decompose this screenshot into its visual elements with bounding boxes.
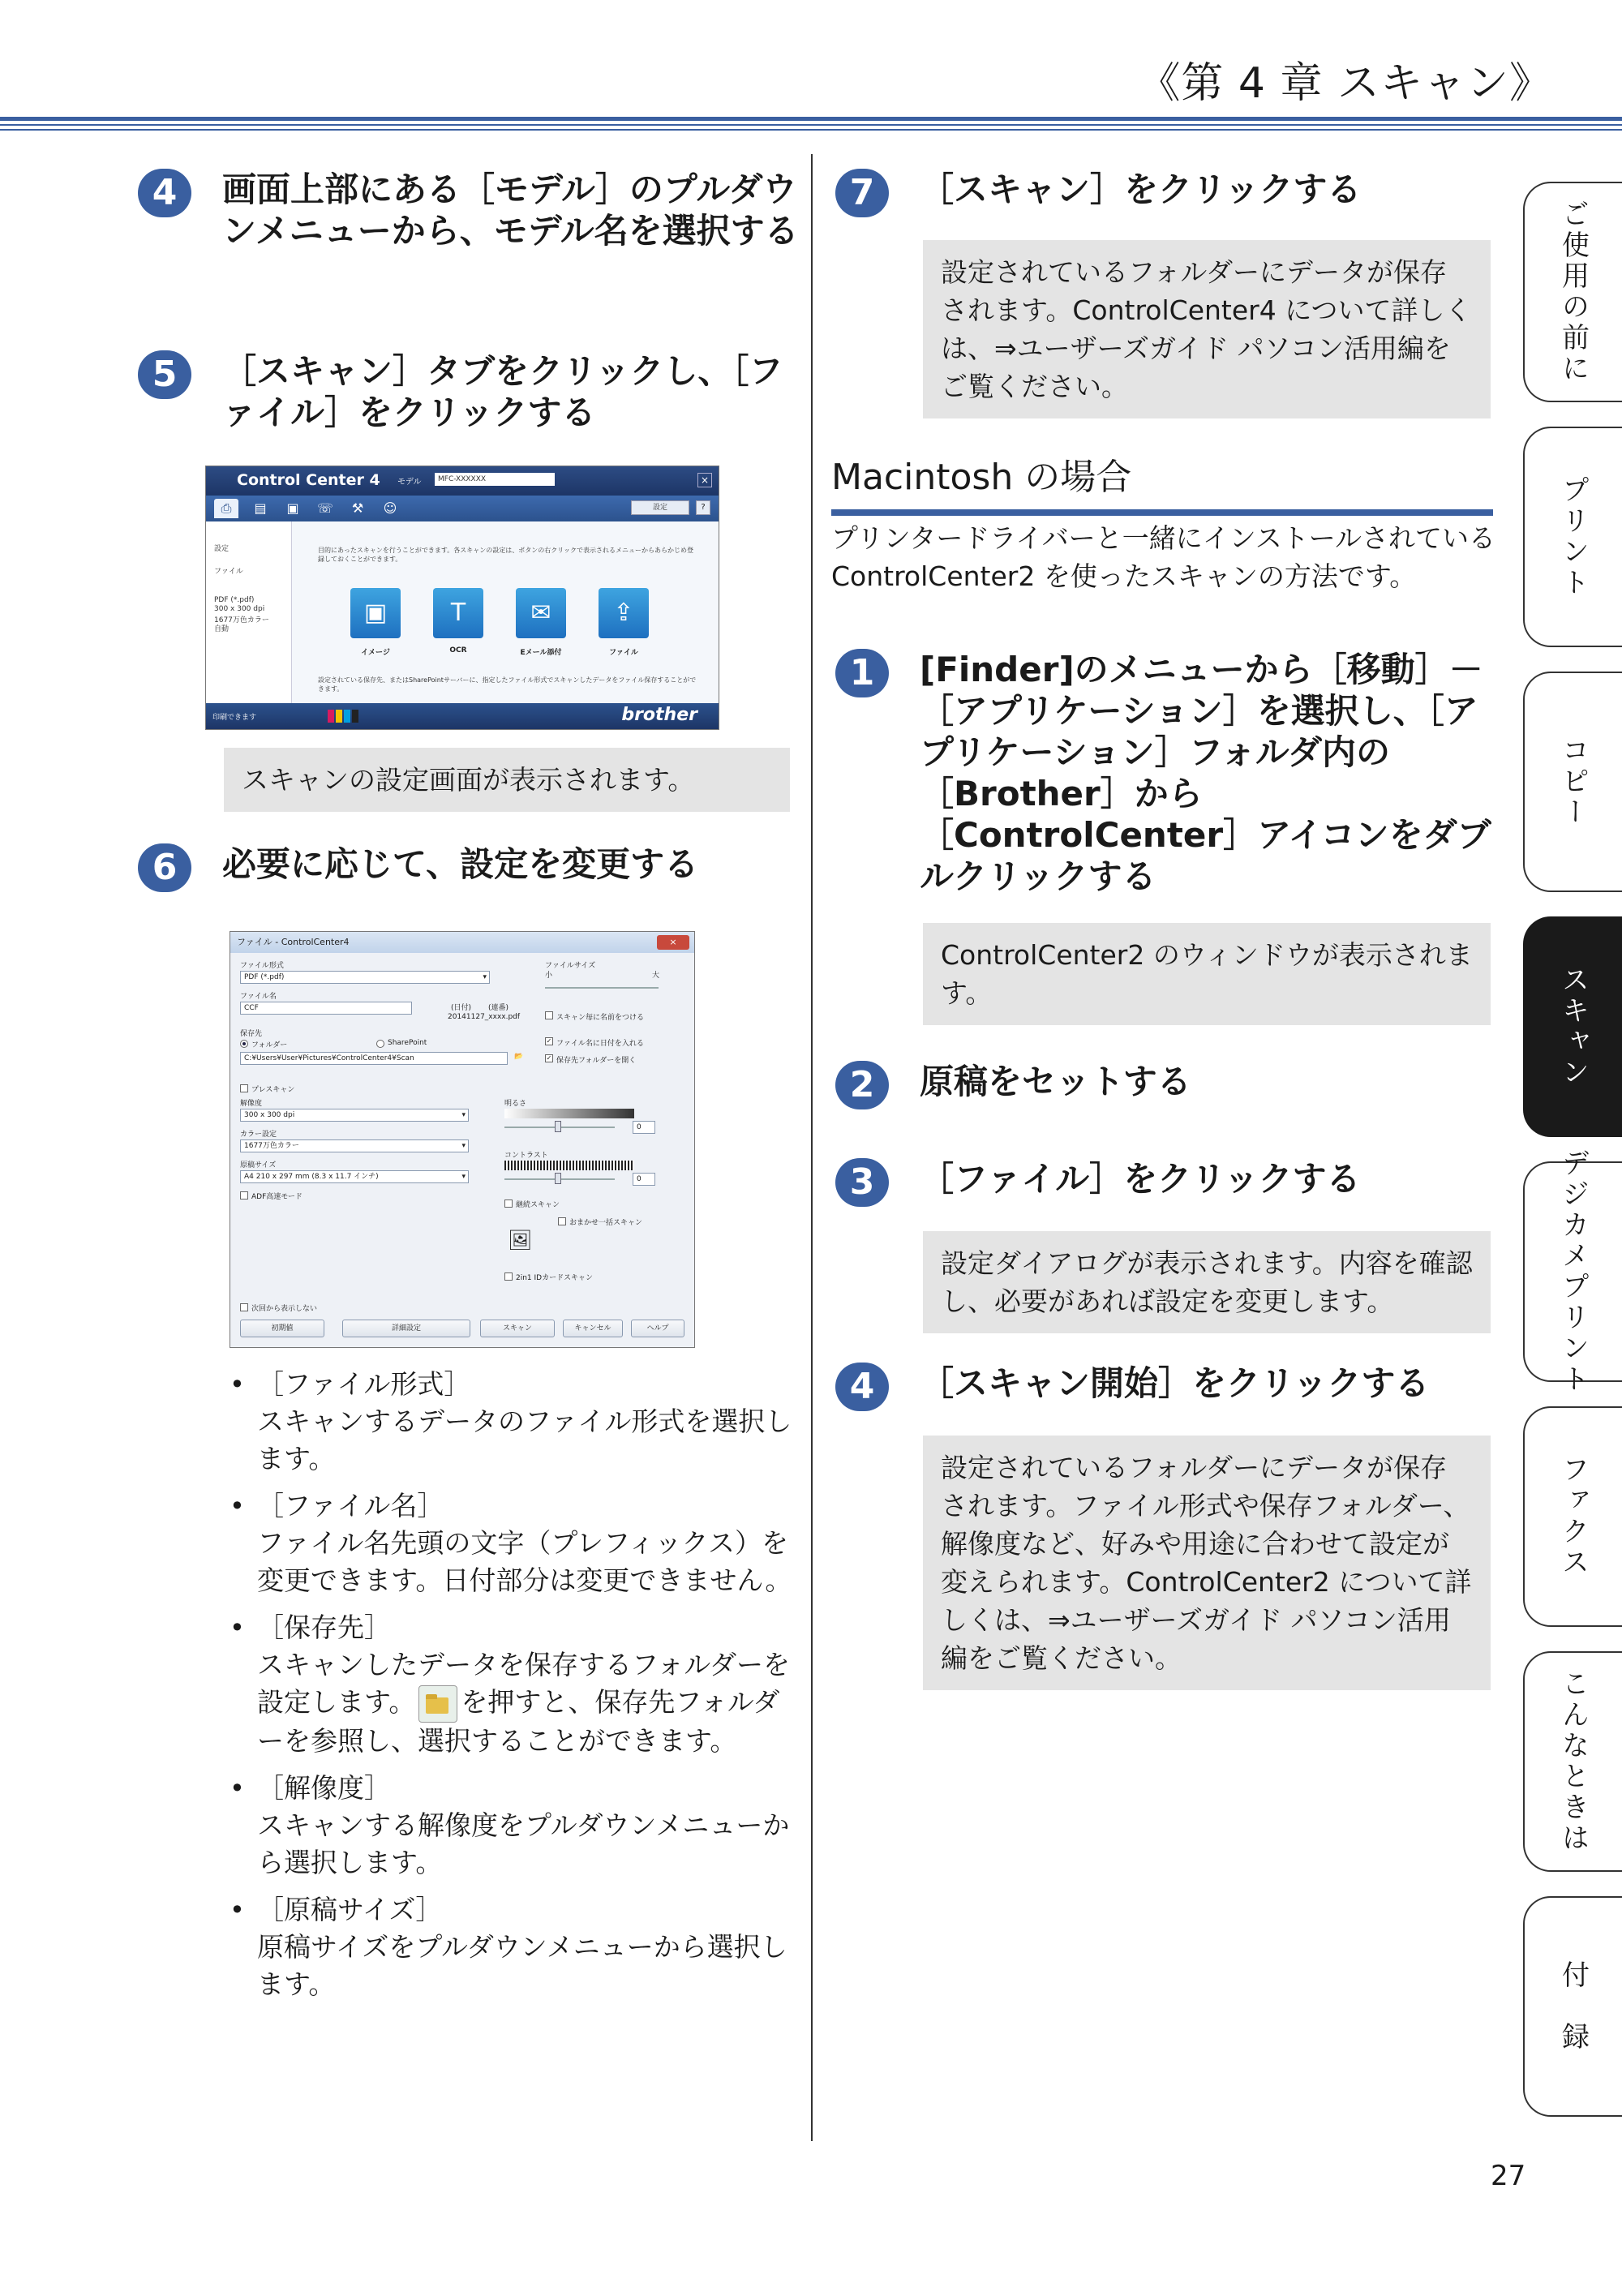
mac-step-4	[835, 1363, 1508, 1411]
folder-radio-label: フォルダー	[251, 1041, 288, 1049]
sharepoint-radio-label: SharePoint	[388, 1039, 427, 1047]
bullet-dot: •	[230, 1894, 245, 1925]
side-tab-fax[interactable]	[1523, 1406, 1622, 1627]
continuous-scan-checkbox[interactable]	[504, 1199, 513, 1208]
bullet-body: ファイル名先頭の文字（プレフィックス）を変更できます。日付部分は変更できません。	[257, 1527, 792, 1596]
step-text: ［ファイル］をクリックする	[920, 1159, 1361, 1199]
controlcenter4-screenshot	[205, 466, 719, 730]
email-scan-button[interactable]: ✉	[516, 588, 566, 638]
macintosh-section-title: Macintosh の場合	[831, 457, 1132, 498]
side-tab-scan[interactable]	[1523, 916, 1622, 1137]
close-icon[interactable]: ×	[657, 935, 689, 950]
section-rule	[831, 509, 1493, 516]
step-number-badge: 7	[835, 169, 889, 217]
destination-label: 保存先	[240, 1030, 263, 1038]
destination-path-input[interactable]: C:¥Users¥User¥Pictures¥ControlCenter4¥Scan	[240, 1052, 508, 1065]
side-tab-label: デジカメプリント	[1556, 1148, 1590, 1395]
continuous-scan-label: 継続スキャン	[516, 1201, 560, 1209]
status-bar	[206, 703, 719, 729]
email-scan-label: Eメール添付	[520, 649, 562, 657]
note-box: スキャンの設定画面が表示されます。	[224, 748, 790, 812]
step-text: 必要に応じて、設定を変更する	[222, 844, 699, 884]
side-tab-print[interactable]	[1523, 427, 1622, 647]
step-text: 画面上部にある［モデル］のプルダウンメニューから、モデル名を選択する	[222, 170, 799, 251]
sidebar-info-color: 1677万色カラー	[214, 616, 269, 624]
sidebar-info-format: PDF (*.pdf)	[214, 596, 255, 604]
step-text: ［スキャン開始］をクリックする	[920, 1363, 1430, 1403]
file-size-small-label: 小	[545, 972, 553, 980]
side-tab-label: コピー	[1556, 736, 1590, 828]
settings-bullet-list	[223, 1366, 800, 2013]
step-number-badge: 2	[835, 1061, 889, 1109]
default-button[interactable]: 初期値	[240, 1320, 324, 1337]
date-label: (日付)	[451, 1004, 472, 1012]
color-label: カラー設定	[240, 1131, 277, 1139]
bullet-title: ［ファイル名］	[257, 1490, 444, 1521]
bullet-dot: •	[230, 1772, 245, 1804]
file-size-slider[interactable]	[545, 987, 659, 989]
ink-level-yellow	[336, 710, 342, 723]
color-select[interactable]: 1677万色カラー ▾	[240, 1139, 469, 1152]
step-6	[138, 843, 803, 892]
bullet-dot: •	[230, 1612, 245, 1643]
show-name-label: スキャン毎に名前をつける	[556, 1014, 645, 1022]
app-logo: Control Center 4	[237, 471, 380, 489]
bullet-body	[257, 1646, 800, 1760]
ink-level-magenta	[328, 710, 334, 723]
bullet-body: スキャンするデータのファイル形式を選択します。	[257, 1405, 792, 1474]
page-number: 27	[1491, 2160, 1526, 2192]
settings-button[interactable]: 設定	[631, 500, 689, 515]
file-scan-button[interactable]: ⇪	[599, 588, 649, 638]
brightness-slider-thumb[interactable]	[555, 1121, 561, 1132]
id-card-checkbox[interactable]	[504, 1272, 513, 1281]
step-number-badge: 6	[138, 843, 191, 892]
help-button[interactable]: ?	[696, 500, 710, 515]
status-text: 印刷できます	[212, 714, 257, 722]
close-icon[interactable]: ×	[697, 473, 712, 487]
ink-level-cyan	[344, 710, 350, 723]
device-settings-tab-icon[interactable]: ⚒	[351, 500, 364, 516]
scan-settings-dialog-screenshot	[230, 931, 695, 1348]
macintosh-intro: プリンタードライバーと一緒にインストールされている ControlCenter2 を使ったスキャンの方法です。	[831, 522, 1496, 592]
save-note: 設定されている保存先、またはSharePointサーバーに、指定したファイル形式でスキャンしたデータをファイル保存することができます。	[318, 676, 697, 693]
settings-sidebar	[206, 521, 292, 705]
print-tab-icon[interactable]: ▤	[254, 500, 267, 516]
dialog-title: ファイル - ControlCenter4	[230, 932, 694, 953]
side-tab-label: プリント	[1556, 475, 1590, 599]
sidebar-info-resolution: 300 x 300 dpi	[214, 605, 265, 613]
note-box: 設定ダイアログが表示されます。内容を確認し、必要があれば設定を変更します。	[923, 1231, 1491, 1333]
add-date-checkbox[interactable]: ✓	[546, 1037, 552, 1045]
list-item	[223, 1609, 800, 1760]
list-item	[223, 1366, 800, 1478]
model-label: モデル	[397, 478, 422, 487]
side-tab-label: ファクス	[1556, 1455, 1590, 1578]
auto-crop-label: おまかせ一括スキャン	[569, 1219, 643, 1227]
prescan-label: プレスキャン	[251, 1086, 295, 1094]
side-tab-before-use[interactable]	[1523, 182, 1622, 402]
step-text: ［スキャン］タブをクリックし、［ファイル］をクリックする	[222, 351, 783, 432]
window-titlebar	[206, 466, 719, 496]
support-tab-icon[interactable]: ☺	[383, 500, 397, 516]
step-text: 原稿をセットする	[920, 1062, 1191, 1101]
advanced-settings-button[interactable]: 詳細設定	[342, 1320, 470, 1337]
doc-size-label: 原稿サイズ	[240, 1161, 277, 1169]
column-divider	[811, 154, 813, 2141]
bullet-dot: •	[230, 1491, 245, 1521]
file-type-label: ファイル形式	[240, 962, 284, 970]
sidebar-file-label: ファイル	[214, 568, 243, 576]
side-tab-troubleshooting[interactable]	[1523, 1651, 1622, 1872]
fax-tab-icon[interactable]: ☏	[316, 500, 333, 516]
note-box: 設定されているフォルダーにデータが保存されます。ControlCenter4 について詳しくは、⇒ユーザーズガイド パソコン活用編をご覧ください。	[923, 240, 1491, 418]
image-scan-button[interactable]: ▣	[350, 588, 401, 638]
step-4	[138, 169, 803, 251]
file-name-sample: 20141127_xxxx.pdf	[448, 1013, 521, 1021]
file-size-large-label: 大	[652, 972, 660, 980]
bullet-title: ［保存先］	[257, 1611, 391, 1643]
list-item	[223, 1487, 800, 1599]
step-5	[138, 350, 803, 433]
bullet-body-part: を押すと、保存先フォルダーを参照し、選択することができます。	[257, 1686, 780, 1757]
sharepoint-radio[interactable]	[376, 1040, 384, 1048]
cancel-button[interactable]: キャンセル	[563, 1320, 623, 1337]
prescan-checkbox[interactable]	[240, 1084, 248, 1092]
step-number-badge: 1	[835, 649, 889, 697]
bullet-dot: •	[230, 1369, 245, 1400]
note-box: 設定されているフォルダーにデータが保存されます。ファイル形式や保存フォルダー、解像度など、好みや用途に合わせて設定が変えられます。ControlCenter2 について詳しくは、⇒ユーザーズガイド パソコン活用編をご覧ください。	[923, 1436, 1491, 1690]
chapter-title: 《第 4 章 スキャン》	[1138, 59, 1552, 108]
header-rule	[0, 124, 1622, 126]
mac-step-3	[835, 1158, 1508, 1207]
file-size-label: ファイルサイズ	[545, 962, 596, 970]
file-scan-label: ファイル	[609, 649, 638, 657]
file-name-label: ファイル名	[240, 993, 277, 1001]
side-tab-copy[interactable]	[1523, 672, 1622, 892]
step-number-badge: 3	[835, 1158, 889, 1207]
mac-step-1	[835, 649, 1508, 897]
open-folder-label: 保存先フォルダーを開く	[556, 1057, 637, 1065]
scan-button[interactable]: スキャン	[480, 1320, 555, 1337]
ocr-scan-label: OCR	[449, 646, 467, 654]
header-rule	[0, 129, 1622, 131]
auto-crop-icon: 🖼	[508, 1229, 533, 1251]
brightness-label: 明るさ	[504, 1100, 527, 1108]
brand-logo: brother	[621, 705, 697, 725]
contrast-label: コントラスト	[504, 1152, 548, 1160]
step-number-badge: 5	[138, 350, 191, 399]
sidebar-info-size: 自動	[214, 625, 230, 633]
brightness-gradient	[504, 1109, 634, 1118]
bullet-body-part: スキャンしたデータを保存するフォルダーを設定します。	[257, 1649, 791, 1718]
list-item	[223, 1770, 800, 1882]
mac-step-2	[835, 1061, 1508, 1109]
side-tab-label: スキャン	[1556, 965, 1590, 1088]
side-tab-photo-print[interactable]	[1523, 1148, 1622, 1395]
help-button[interactable]: ヘルプ	[631, 1320, 684, 1337]
contrast-value[interactable]: 0	[633, 1173, 655, 1186]
note-box: ControlCenter2 のウィンドウが表示されます。	[923, 923, 1491, 1025]
step-number-badge: 4	[138, 169, 191, 217]
photo-tab-icon[interactable]: ▣	[286, 500, 299, 516]
scan-tab-icon[interactable]: ⎙	[214, 499, 238, 518]
header-rule	[0, 117, 1622, 121]
serial-label: (連番)	[488, 1004, 509, 1012]
step-text: ［スキャン］をクリックする	[920, 170, 1362, 209]
adf-fast-label: ADF高速モード	[251, 1193, 303, 1201]
contrast-slider-thumb[interactable]	[555, 1173, 561, 1184]
side-tab-label: こんなときは	[1556, 1669, 1590, 1854]
dont-show-label: 次回から表示しない	[251, 1305, 318, 1313]
image-scan-label: イメージ	[361, 649, 390, 657]
step-7	[835, 169, 1508, 217]
contrast-pattern	[504, 1161, 634, 1170]
show-name-checkbox[interactable]	[545, 1011, 553, 1019]
dont-show-checkbox[interactable]	[240, 1303, 248, 1311]
bullet-body: 原稿サイズをプルダウンメニューから選択します。	[257, 1930, 787, 2000]
id-card-label: 2in1 IDカードスキャン	[516, 1274, 594, 1282]
side-tab-label: 付 録	[1556, 1960, 1590, 2053]
adf-fast-checkbox[interactable]	[240, 1191, 248, 1199]
step-number-badge: 4	[835, 1363, 889, 1411]
model-dropdown[interactable]: MFC-XXXXXX	[435, 473, 555, 486]
step-text: [Finder]のメニューから［移動］－［アプリケーション］を選択し、［アプリケーション］フォルダ内の［Brother］から［ControlCenter］アイコンをダブルクリックする	[920, 650, 1491, 896]
side-tab-label: ご使用の前に	[1556, 200, 1590, 384]
file-name-input[interactable]: CCF	[240, 1002, 412, 1015]
sidebar-settings-label: 設定	[214, 545, 230, 553]
resolution-label: 解像度	[240, 1100, 263, 1108]
folder-browse-icon[interactable]: 📂	[514, 1053, 524, 1061]
list-item	[223, 1891, 800, 2003]
ocr-scan-button[interactable]: T	[433, 588, 483, 638]
add-date-label: ファイル名に日付を入れる	[556, 1040, 644, 1048]
bullet-body: スキャンする解像度をプルダウンメニューから選択します。	[257, 1809, 790, 1878]
folder-radio[interactable]	[240, 1040, 248, 1048]
file-type-select[interactable]: PDF (*.pdf) ▾	[240, 971, 490, 984]
scan-description: 目的にあったスキャンを行うことができます。各スキャンの設定は、ボタンの右クリックで表示されるメニューからあらかじめ登録しておくことができます。	[318, 547, 693, 563]
side-tab-appendix[interactable]	[1523, 1896, 1622, 2117]
bullet-title: ［原稿サイズ］	[257, 1893, 443, 1925]
bullet-title: ［解像度］	[257, 1771, 391, 1804]
open-folder-checkbox[interactable]: ✓	[546, 1054, 552, 1062]
brightness-value[interactable]: 0	[633, 1121, 655, 1134]
bullet-title: ［ファイル形式］	[257, 1368, 471, 1400]
doc-size-select[interactable]: A4 210 x 297 mm (8.3 x 11.7 インチ) ▾	[240, 1170, 469, 1183]
auto-crop-checkbox[interactable]	[558, 1217, 566, 1225]
folder-browse-icon	[418, 1685, 457, 1723]
resolution-select[interactable]: 300 x 300 dpi ▾	[240, 1109, 469, 1122]
ink-level-black	[352, 710, 358, 723]
